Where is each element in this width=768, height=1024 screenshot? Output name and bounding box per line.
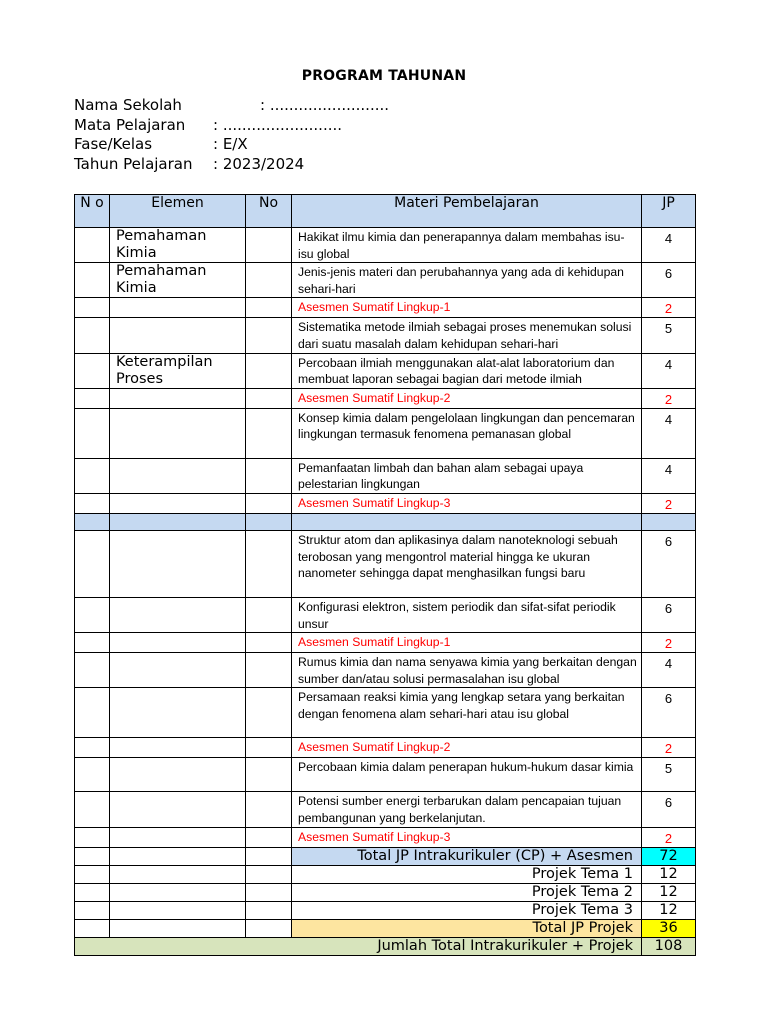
cell-materi: Persamaan reaksi kimia yang lengkap setara yang berkaitan dengan fenomena alam sehari-hari atau isu global — [292, 688, 642, 738]
cell-jp: 5 — [642, 318, 696, 353]
cell-materi-asesmen: Asesmen Sumatif Lingkup-1 — [292, 298, 642, 318]
cell-no2 — [246, 758, 292, 792]
table-row — [75, 388, 696, 408]
cell-elemen — [110, 597, 246, 632]
cell-elemen — [110, 901, 246, 919]
cell-no — [75, 493, 110, 513]
info-value-subject: : ......................... — [213, 115, 343, 134]
cell-no2 — [246, 827, 292, 847]
cell-no — [75, 758, 110, 792]
table-row — [75, 530, 696, 597]
cell-elemen — [110, 493, 246, 513]
cell-elemen — [110, 633, 246, 653]
cell-jp: 2 — [642, 493, 696, 513]
table-row — [75, 653, 696, 688]
cell-materi-asesmen: Asesmen Sumatif Lingkup-2 — [292, 388, 642, 408]
header-no-text: N o — [80, 195, 104, 211]
cell-jp: 6 — [642, 263, 696, 298]
table-row — [75, 827, 696, 847]
cell-elemen — [110, 792, 246, 827]
cell-elemen: Keterampilan Proses — [110, 353, 246, 388]
table-row — [75, 792, 696, 827]
cell-materi: Hakikat ilmu kimia dan penerapannya dalam membahas isu-isu global — [292, 228, 642, 263]
projek-1-value: 12 — [642, 865, 696, 883]
cell-no — [75, 228, 110, 263]
cell-no — [75, 688, 110, 738]
cell-materi: Percobaan ilmiah menggunakan alat-alat laboratorium dan membuat laporan sebagai bagian dari metode ilmiah — [292, 353, 642, 388]
table-row — [75, 633, 696, 653]
table-row — [75, 458, 696, 493]
cell-no — [75, 653, 110, 688]
total-projek-value: 36 — [642, 919, 696, 937]
grand-total-value: 108 — [642, 937, 696, 955]
cell-no2 — [246, 597, 292, 632]
cell-elemen — [110, 530, 246, 597]
cell-elemen — [110, 388, 246, 408]
cell-no2 — [246, 738, 292, 758]
table-row — [75, 597, 696, 632]
cell-jp: 2 — [642, 298, 696, 318]
cell-materi: Pemanfaatan limbah dan bahan alam sebagai upaya pelestarian lingkungan — [292, 458, 642, 493]
table-row — [75, 688, 696, 738]
header-elemen: Elemen — [110, 195, 246, 228]
info-label-year: Tahun Pelajaran — [74, 154, 193, 173]
cell-no2 — [246, 228, 292, 263]
table-row — [75, 408, 696, 458]
cell-no2 — [246, 493, 292, 513]
cell-elemen — [110, 298, 246, 318]
cell-no — [75, 318, 110, 353]
page-title: PROGRAM TAHUNAN — [301, 68, 467, 84]
cell-elemen — [110, 883, 246, 901]
cell-materi: Potensi sumber energi terbarukan dalam pencapaian tujuan pembangunan yang berkelanjutan. — [292, 792, 642, 827]
cell-no2 — [246, 901, 292, 919]
cell-elemen — [110, 458, 246, 493]
cell-no — [75, 901, 110, 919]
cell-jp: 2 — [642, 633, 696, 653]
cell-elemen — [110, 919, 246, 937]
cell-materi: Jenis-jenis materi dan perubahannya yang ada di kehidupan sehari-hari — [292, 263, 642, 298]
cell-elemen — [110, 865, 246, 883]
cell-elemen: Pemahaman Kimia — [110, 263, 246, 298]
cell-no2 — [246, 865, 292, 883]
cell-materi: Sistematika metode ilmiah sebagai proses menemukan solusi dari suatu masalah dalam kehidupan sehari-hari — [292, 318, 642, 353]
cell-no — [75, 388, 110, 408]
cell-jp: 2 — [642, 738, 696, 758]
cell-materi-asesmen: Asesmen Sumatif Lingkup-3 — [292, 827, 642, 847]
cell-no2 — [246, 883, 292, 901]
cell-materi-asesmen: Asesmen Sumatif Lingkup-1 — [292, 633, 642, 653]
total-intra-label: Total JP Intrakurikuler (CP) + Asesmen — [292, 847, 642, 865]
cell-no — [75, 530, 110, 597]
total-intra-value: 72 — [642, 847, 696, 865]
cell-jp: 5 — [642, 758, 696, 792]
projek-1-label: Projek Tema 1 — [292, 865, 642, 883]
cell-elemen — [110, 847, 246, 865]
cell-jp: 2 — [642, 827, 696, 847]
cell-elemen — [110, 408, 246, 458]
cell-elemen — [110, 738, 246, 758]
cell-no — [75, 353, 110, 388]
info-value-phase: : E/X — [213, 135, 248, 153]
cell-jp: 4 — [642, 458, 696, 493]
cell-elemen — [110, 758, 246, 792]
cell-no2 — [246, 353, 292, 388]
info-block — [74, 96, 474, 176]
cell-jp: 6 — [642, 530, 696, 597]
cell-no2 — [246, 458, 292, 493]
total-intra-row — [75, 847, 696, 865]
cell-materi: Percobaan kimia dalam penerapan hukum-hukum dasar kimia — [292, 758, 642, 792]
cell-jp: 6 — [642, 688, 696, 738]
cell-no2 — [246, 633, 292, 653]
total-projek-row — [75, 919, 696, 937]
projek-3-row — [75, 901, 696, 919]
cell-no — [75, 827, 110, 847]
projek-1-row — [75, 865, 696, 883]
sep-cell — [292, 513, 642, 530]
header-jp: JP — [642, 195, 696, 228]
cell-no — [75, 597, 110, 632]
cell-materi: Struktur atom dan aplikasinya dalam nanoteknologi sebuah terobosan yang mengontrol material hingga ke ukuran nanometer sehingga dapat menghasilkan fungsi baru — [292, 530, 642, 597]
cell-no — [75, 458, 110, 493]
header-no2: No — [246, 195, 292, 228]
table-row — [75, 493, 696, 513]
cell-no — [75, 298, 110, 318]
sep-cell — [110, 513, 246, 530]
total-projek-label: Total JP Projek — [292, 919, 642, 937]
cell-no2 — [246, 847, 292, 865]
sep-cell — [75, 513, 110, 530]
projek-3-value: 12 — [642, 901, 696, 919]
cell-no — [75, 633, 110, 653]
program-table — [74, 194, 696, 956]
cell-no2 — [246, 653, 292, 688]
cell-no2 — [246, 298, 292, 318]
cell-no2 — [246, 408, 292, 458]
info-label-school: Nama Sekolah — [74, 96, 182, 114]
cell-no — [75, 738, 110, 758]
cell-no2 — [246, 919, 292, 937]
cell-no2 — [246, 530, 292, 597]
table-row — [75, 758, 696, 792]
cell-elemen — [110, 688, 246, 738]
cell-jp: 4 — [642, 653, 696, 688]
info-label-phase: Fase/Kelas — [74, 135, 153, 153]
cell-no2 — [246, 688, 292, 738]
header-materi: Materi Pembelajaran — [292, 195, 642, 228]
cell-materi: Konsep kimia dalam pengelolaan lingkungan dan pencemaran lingkungan termasuk fenomena pemanasan global — [292, 408, 642, 458]
cell-jp: 2 — [642, 388, 696, 408]
table-row — [75, 228, 696, 263]
projek-2-value: 12 — [642, 883, 696, 901]
cell-no — [75, 847, 110, 865]
cell-elemen — [110, 318, 246, 353]
table-row — [75, 353, 696, 388]
cell-no — [75, 263, 110, 298]
cell-no — [75, 919, 110, 937]
cell-jp: 6 — [642, 597, 696, 632]
cell-elemen: Pemahaman Kimia — [110, 228, 246, 263]
sep-cell — [642, 513, 696, 530]
info-label-subject: Mata Pelajaran — [74, 115, 186, 134]
cell-no — [75, 792, 110, 827]
sep-cell — [246, 513, 292, 530]
cell-jp: 4 — [642, 228, 696, 263]
grand-total-label: Jumlah Total Intrakurikuler + Projek — [75, 937, 642, 955]
header-no — [75, 195, 110, 228]
table-row — [75, 263, 696, 298]
cell-no — [75, 865, 110, 883]
cell-jp: 4 — [642, 353, 696, 388]
cell-no2 — [246, 792, 292, 827]
cell-materi-asesmen: Asesmen Sumatif Lingkup-3 — [292, 493, 642, 513]
cell-materi: Konfigurasi elektron, sistem periodik dan sifat-sifat periodik unsur — [292, 597, 642, 632]
cell-no2 — [246, 388, 292, 408]
table-row — [75, 738, 696, 758]
info-value-school: : ......................... — [260, 96, 390, 114]
cell-no — [75, 883, 110, 901]
cell-elemen — [110, 653, 246, 688]
separator-row — [75, 513, 696, 530]
info-value-year: : 2023/2024 — [213, 154, 305, 173]
cell-no — [75, 408, 110, 458]
cell-materi-asesmen: Asesmen Sumatif Lingkup-2 — [292, 738, 642, 758]
cell-materi: Rumus kimia dan nama senyawa kimia yang berkaitan dengan sumber dan/atau solusi permasalahan isu global — [292, 653, 642, 688]
table-row — [75, 298, 696, 318]
cell-elemen — [110, 827, 246, 847]
cell-jp: 6 — [642, 792, 696, 827]
projek-2-row — [75, 883, 696, 901]
grand-total-row — [75, 937, 696, 955]
projek-2-label: Projek Tema 2 — [292, 883, 642, 901]
cell-no2 — [246, 263, 292, 298]
table-row — [75, 318, 696, 353]
cell-jp: 4 — [642, 408, 696, 458]
projek-3-label: Projek Tema 3 — [292, 901, 642, 919]
cell-no2 — [246, 318, 292, 353]
